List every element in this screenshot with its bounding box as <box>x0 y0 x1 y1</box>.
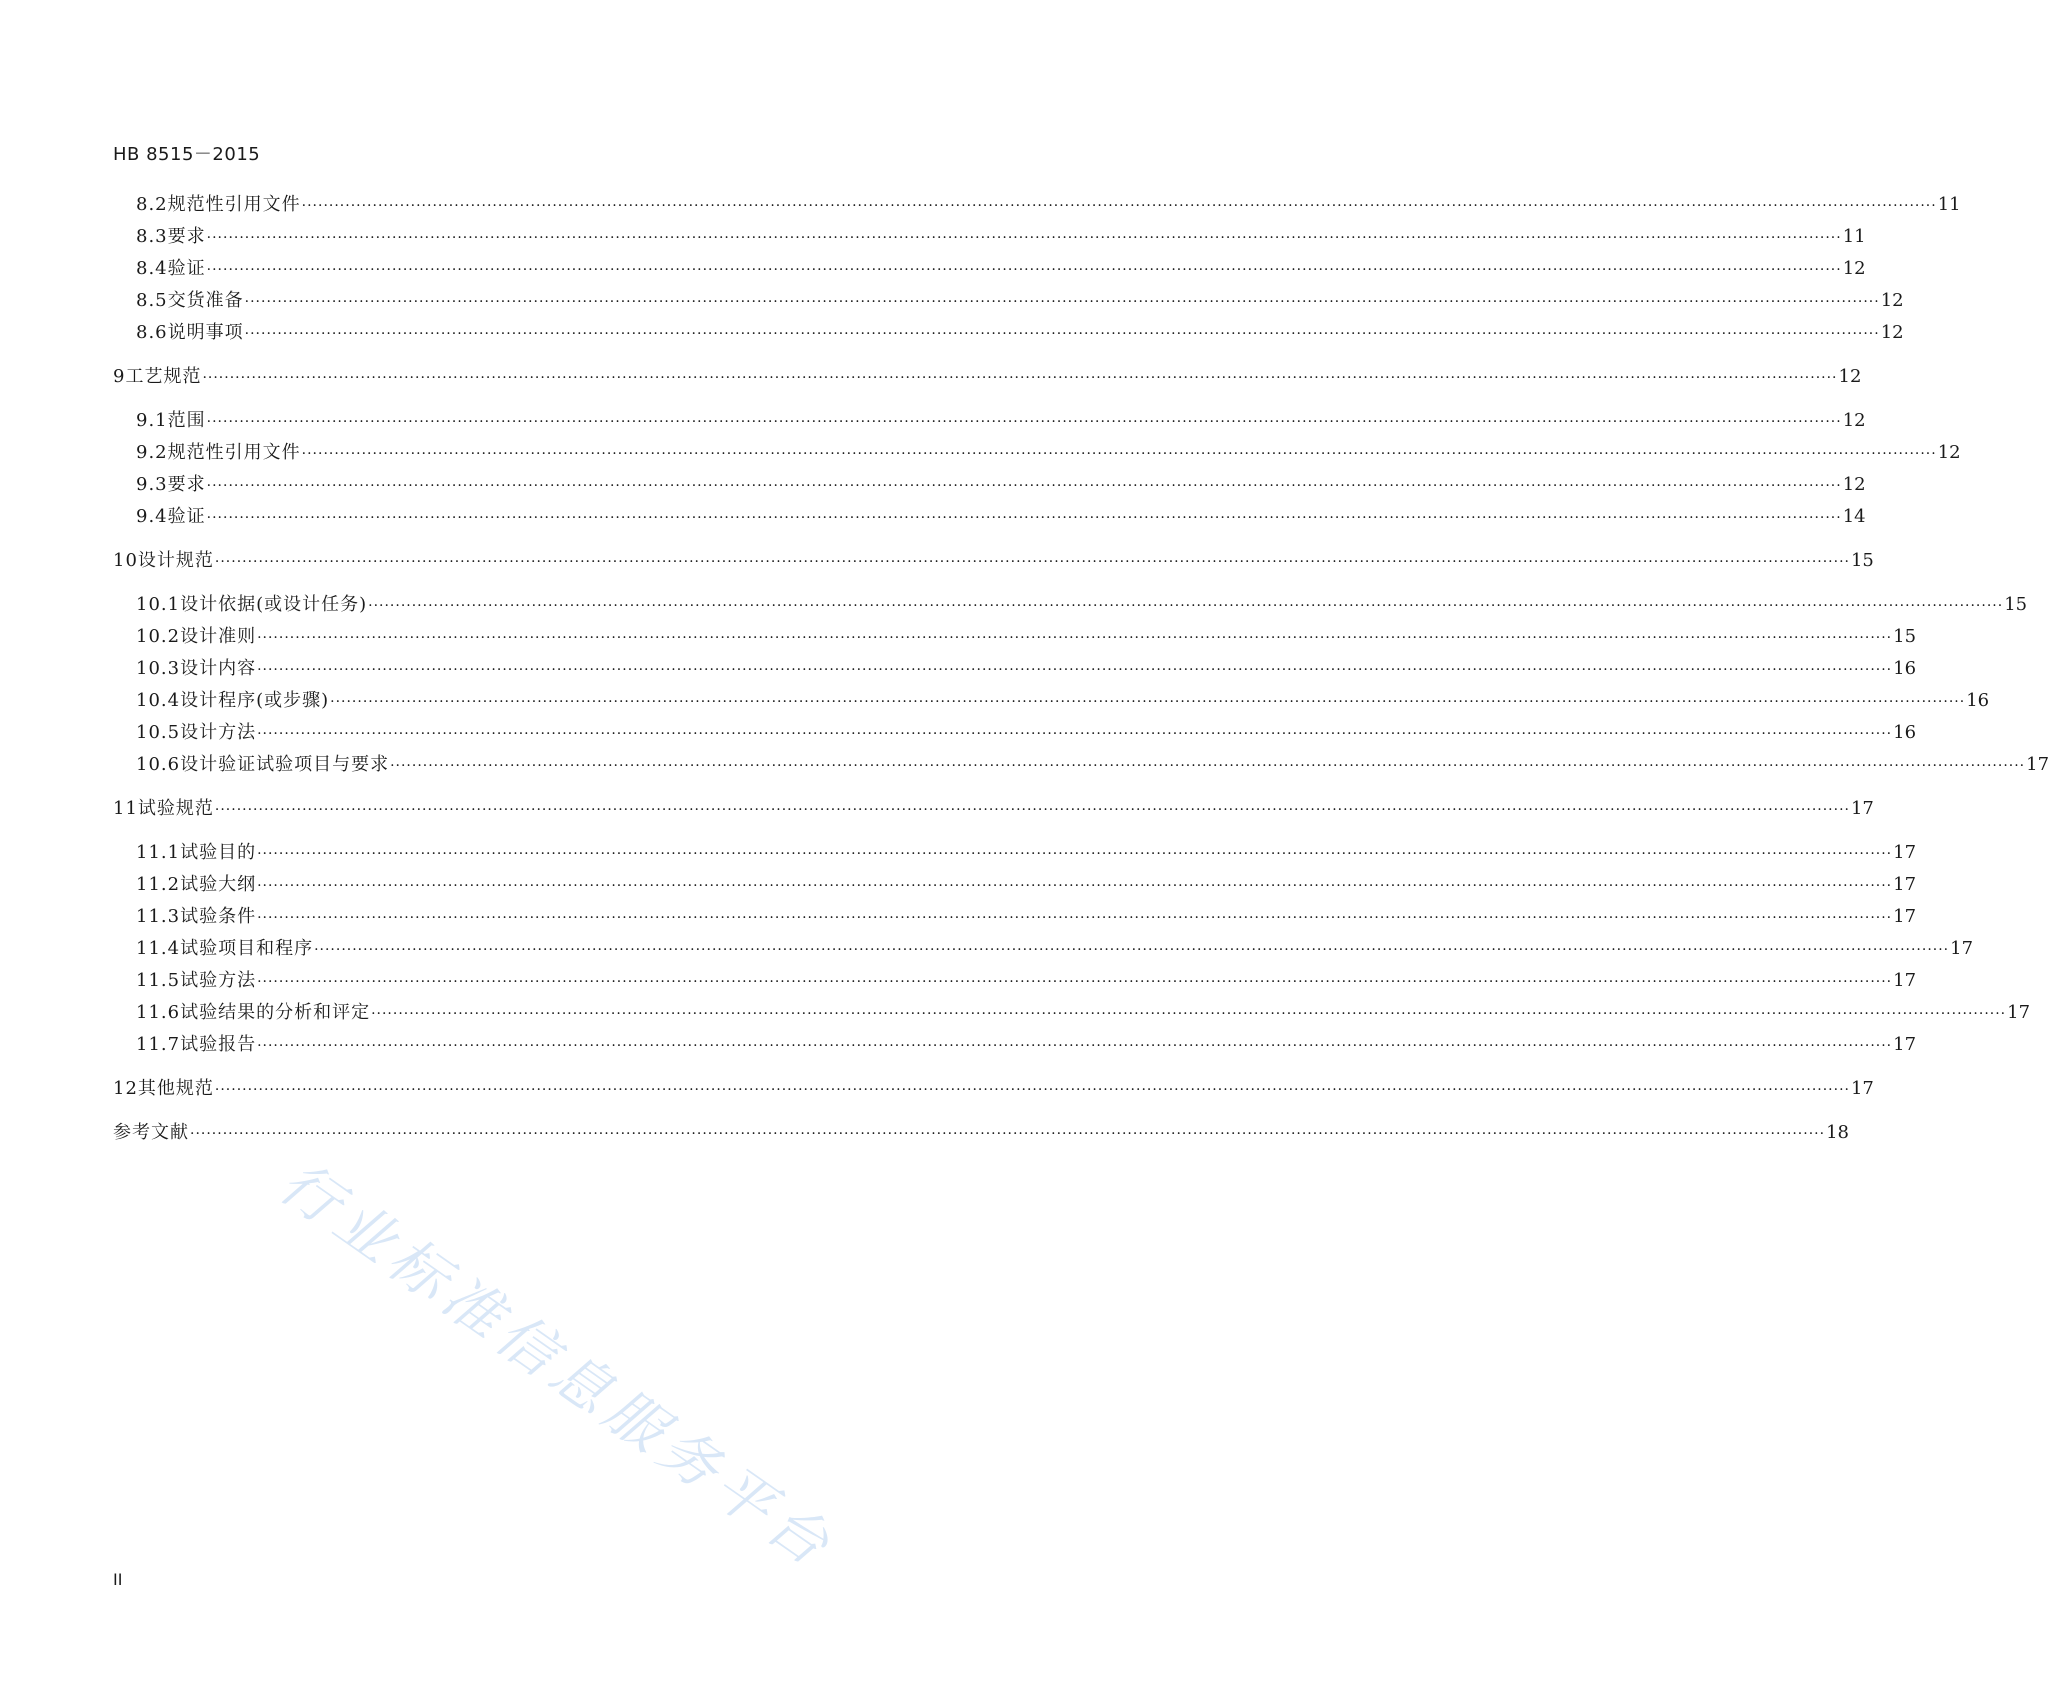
toc-entry-number: 11 <box>113 798 138 819</box>
toc-entry[interactable] <box>136 254 1866 280</box>
toc-entry[interactable] <box>136 502 1866 528</box>
toc-dot-leader: ············································································································································································································································································································ <box>244 326 1880 342</box>
toc-entry-page: 16 <box>1893 722 1917 743</box>
toc-entry-page: 11 <box>1937 194 1961 215</box>
toc-entry-page: 18 <box>1826 1122 1849 1143</box>
toc-entry[interactable] <box>113 1118 1849 1144</box>
toc-entry-number: 11.7 <box>136 1034 181 1055</box>
toc-entry-page: 11 <box>1842 226 1866 247</box>
toc-dot-leader: ············································································································································································································································································································ <box>257 878 1893 894</box>
toc-entry-number: 10.6 <box>136 754 181 775</box>
toc-entry-number: 11.1 <box>136 842 181 863</box>
toc-entry-number: 9.4 <box>136 506 168 527</box>
toc-entry-title: 试验规范 <box>137 798 214 819</box>
toc-entry-title: 范围 <box>167 410 206 431</box>
toc-entry-title: 验证 <box>167 506 206 527</box>
toc-entry-page: 12 <box>1937 442 1961 463</box>
toc-entry[interactable] <box>113 794 1874 820</box>
toc-entry[interactable] <box>136 406 1866 432</box>
toc-entry-number: 8.5 <box>136 290 168 311</box>
toc-entry[interactable] <box>136 966 1917 992</box>
toc-entry-title: 试验目的 <box>180 842 257 863</box>
toc-entry-title: 试验项目和程序 <box>180 938 314 959</box>
toc-dot-leader: ············································································································································································································································································································ <box>257 910 1893 926</box>
toc-entry-page: 17 <box>1950 938 1974 959</box>
toc-entry[interactable] <box>136 190 1961 216</box>
toc-entry-number: 10 <box>113 550 138 571</box>
toc-entry-title: 设计准则 <box>180 626 257 647</box>
toc-dot-leader: ············································································································································································································································································································ <box>257 974 1893 990</box>
toc-dot-leader: ············································································································································································································································································································ <box>368 598 2004 614</box>
toc-entry-title: 要求 <box>167 226 206 247</box>
toc-entry[interactable] <box>136 286 1904 312</box>
toc-entry-title: 参考文献 <box>113 1122 189 1143</box>
toc-entry-title: 设计验证试验项目与要求 <box>180 754 390 775</box>
toc-entry-title: 试验大纲 <box>180 874 257 895</box>
toc-entry-title: 设计程序(或步骤) <box>180 690 330 711</box>
toc-entry-page: 17 <box>1850 798 1874 819</box>
toc-dot-leader: ············································································································································································································································································································ <box>390 758 2026 774</box>
toc-entry[interactable] <box>136 438 1961 464</box>
toc-dot-leader: ············································································································································································································································································································ <box>206 414 1842 430</box>
toc-entry-title: 验证 <box>167 258 206 279</box>
toc-dot-leader: ············································································································································································································································································································ <box>214 802 1850 818</box>
toc-dot-leader: ············································································································································································································································································································ <box>371 1006 2007 1022</box>
toc-entry-number: 10.3 <box>136 658 181 679</box>
toc-entry-title: 要求 <box>167 474 206 495</box>
toc-entry[interactable] <box>136 838 1917 864</box>
toc-entry-number: 10.4 <box>136 690 181 711</box>
toc-entry[interactable] <box>113 1074 1874 1100</box>
toc-entry-number: 10.5 <box>136 722 181 743</box>
toc-entry-number: 11.4 <box>136 938 181 959</box>
toc-dot-leader: ············································································································································································································································································································ <box>257 846 1893 862</box>
toc-entry-number: 8.2 <box>136 194 168 215</box>
toc-dot-leader: ············································································································································································································································································································ <box>206 230 1842 246</box>
toc-entry-page: 12 <box>1842 410 1866 431</box>
toc-entry[interactable] <box>136 998 2031 1024</box>
toc-entry-number: 12 <box>113 1078 138 1099</box>
toc-entry-page: 15 <box>1893 626 1917 647</box>
toc-dot-leader: ············································································································································································································································································································ <box>330 694 1966 710</box>
toc-entry-title: 规范性引用文件 <box>167 194 301 215</box>
toc-entry[interactable] <box>136 934 1974 960</box>
toc-entry-page: 16 <box>1893 658 1917 679</box>
toc-entry-page: 14 <box>1842 506 1866 527</box>
toc-entry[interactable] <box>113 546 1874 572</box>
toc-entry-page: 17 <box>2007 1002 2031 1023</box>
toc-entry-title: 工艺规范 <box>125 366 202 387</box>
toc-entry-title: 交货准备 <box>167 290 244 311</box>
toc-entry-title: 规范性引用文件 <box>167 442 301 463</box>
toc-entry[interactable] <box>136 318 1904 344</box>
toc-entry-title: 说明事项 <box>167 322 244 343</box>
toc-dot-leader: ············································································································································································································································································································ <box>244 294 1880 310</box>
toc-entry-number: 10.1 <box>136 594 181 615</box>
toc-dot-leader: ············································································································································································································································································································ <box>206 510 1842 526</box>
toc-entry-number: 11.5 <box>136 970 181 991</box>
toc-entry-title: 设计内容 <box>180 658 257 679</box>
watermark-text: 行业标准信息服务平台 <box>267 1148 848 1583</box>
toc-entry-title: 试验报告 <box>180 1034 257 1055</box>
toc-entry-number: 8.6 <box>136 322 168 343</box>
toc-entry-page: 15 <box>1850 550 1874 571</box>
toc-entry-number: 9.2 <box>136 442 168 463</box>
toc-entry[interactable] <box>113 362 1862 388</box>
toc-entry-title: 试验方法 <box>180 970 257 991</box>
toc-entry-page: 12 <box>1842 474 1866 495</box>
toc-dot-leader: ············································································································································································································································································································ <box>314 942 1950 958</box>
toc-entry-number: 10.2 <box>136 626 181 647</box>
toc-entry[interactable] <box>136 590 2028 616</box>
toc-entry[interactable] <box>136 222 1866 248</box>
toc-entry-page: 17 <box>1893 874 1917 895</box>
toc-entry[interactable] <box>136 622 1917 648</box>
toc-dot-leader: ············································································································································································································································································································ <box>257 662 1893 678</box>
toc-dot-leader: ············································································································································································································································································································ <box>214 1082 1850 1098</box>
toc-entry-title: 设计方法 <box>180 722 257 743</box>
toc-entry[interactable] <box>136 750 2049 776</box>
toc-dot-leader: ············································································································································································································································································································ <box>301 198 1937 214</box>
document-code: HB 8515－2015 <box>113 144 261 165</box>
toc-entry-title: 设计规范 <box>137 550 214 571</box>
toc-entry-number: 11.6 <box>136 1002 181 1023</box>
toc-dot-leader: ············································································································································································································································································································ <box>190 1126 1826 1142</box>
toc-entry-page: 17 <box>1893 1034 1917 1055</box>
toc-entry-page: 12 <box>1880 322 1904 343</box>
toc-entry-page: 12 <box>1838 366 1862 387</box>
toc-entry-title: 其他规范 <box>137 1078 214 1099</box>
toc-entry-number: 11.3 <box>136 906 181 927</box>
toc-entry[interactable] <box>136 470 1866 496</box>
toc-entry-number: 8.3 <box>136 226 168 247</box>
toc-entry-number: 9.3 <box>136 474 168 495</box>
toc-entry-number: 11.2 <box>136 874 181 895</box>
toc-entry-number: 9.1 <box>136 410 168 431</box>
toc-dot-leader: ············································································································································································································································································································ <box>257 726 1893 742</box>
toc-entry-page: 12 <box>1880 290 1904 311</box>
toc-entry[interactable] <box>136 654 1917 680</box>
toc-entry-page: 17 <box>1893 970 1917 991</box>
toc-entry-title: 设计依据(或设计任务) <box>180 594 368 615</box>
toc-dot-leader: ············································································································································································································································································································ <box>206 478 1842 494</box>
toc-entry-page: 17 <box>1893 842 1917 863</box>
toc-dot-leader: ············································································································································································································································································································ <box>257 1038 1893 1054</box>
toc-dot-leader: ············································································································································································································································································································ <box>214 554 1850 570</box>
toc-entry-page: 12 <box>1842 258 1866 279</box>
toc-entry-page: 17 <box>1893 906 1917 927</box>
toc-entry-number: 9 <box>113 366 126 387</box>
toc-entry-number: 8.4 <box>136 258 168 279</box>
toc-dot-leader: ············································································································································································································································································································ <box>202 370 1838 386</box>
toc-dot-leader: ············································································································································································································································································································ <box>301 446 1937 462</box>
toc-dot-leader: ············································································································································································································································································································ <box>206 262 1842 278</box>
toc-dot-leader: ············································································································································································································································································································ <box>257 630 1893 646</box>
toc-entry-page: 17 <box>1850 1078 1874 1099</box>
toc-entry[interactable] <box>136 870 1917 896</box>
page-number: II <box>113 1570 123 1589</box>
toc-entry-title: 试验结果的分析和评定 <box>180 1002 371 1023</box>
toc-entry[interactable] <box>136 686 1990 712</box>
toc-entry[interactable] <box>136 902 1917 928</box>
toc-entry-page: 17 <box>2026 754 2049 775</box>
toc-entry[interactable] <box>136 1030 1917 1056</box>
toc-entry-page: 15 <box>2004 594 2028 615</box>
toc-entry-page: 16 <box>1966 690 1990 711</box>
toc-entry[interactable] <box>136 718 1917 744</box>
toc-entry-title: 试验条件 <box>180 906 257 927</box>
